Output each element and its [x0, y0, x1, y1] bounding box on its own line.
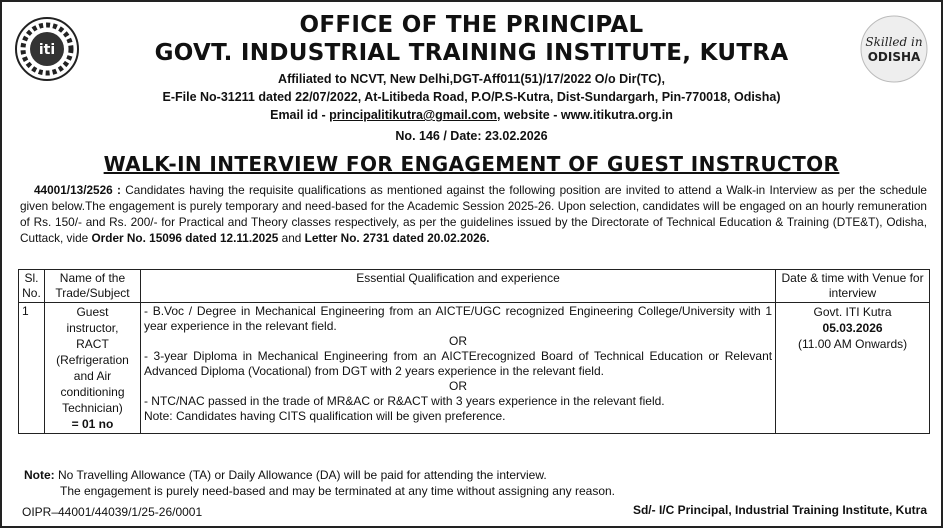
- table-header-row: [19, 270, 930, 303]
- qualification-option-3: - NTC/NAC passed in the trade of MR&AC or R&ACT with 3 years experience in the relevant field.: [143, 394, 665, 408]
- note-line-1: [24, 467, 547, 483]
- note-line-2: The engagement is purely need-based and may be terminated at any time without assigning any reason.: [60, 484, 615, 498]
- office-title: OFFICE OF THE PRINCIPAL: [299, 12, 644, 38]
- row-qualification: [140, 303, 775, 434]
- header-sl: Sl. No.: [19, 270, 45, 303]
- reference-number: No. 146 / Date: 23.02.2026: [395, 129, 548, 143]
- trade-line: instructor,: [66, 321, 119, 335]
- website-text: , website - www.itikutra.org.in: [496, 108, 673, 122]
- qualification-note: Note: Candidates having CITS qualification will be given preference.: [143, 409, 506, 423]
- vacancy-table: [18, 269, 930, 434]
- order-reference: Order No. 15096 dated 12.11.2025: [91, 231, 279, 245]
- intro-code: 44001/13/2526 :: [34, 183, 121, 197]
- notice-heading: WALK-IN INTERVIEW FOR ENGAGEMENT OF GUEST INSTRUCTOR: [103, 152, 840, 176]
- note-text-1: No Travelling Allowance (TA) or Daily Allowance (DA) will be paid for attending the interview.: [54, 468, 547, 482]
- table-row: [19, 303, 930, 434]
- svg-text:Skilled in: Skilled in: [865, 35, 923, 49]
- trade-line: (Refrigeration: [56, 353, 129, 367]
- intro-paragraph: [20, 182, 927, 246]
- qualification-option-1: - B.Voc / Degree in Mechanical Engineering from an AICTE/UGC recognized Engineering College/University with 1 year experience in the relevant field.: [143, 304, 773, 333]
- oipr-reference: OIPR–44001/44039/1/25-26/0001: [22, 505, 203, 519]
- interview-time: (11.00 AM Onwards): [797, 337, 908, 351]
- intro-text-1: Candidates having the requisite qualifications as mentioned against the following position are invited to attend a Walk-in Interview as per the schedule given below.The engagement is purely temporary and need-based for the Academic Session 2025-26. Upon selection, candidates will be engaged on an hourly remuneration of Rs. 150/- and Rs. 200/- for Practical and Theory classes respectively, as per the guidelines issued by the Directorate of Technical Education & Training (DTE&T), Odisha, Cuttack, vide: [20, 183, 927, 245]
- trade-line: Technician): [62, 401, 123, 415]
- row-venue: [776, 303, 930, 434]
- trade-line: RACT: [76, 337, 109, 351]
- header-venue: Date & time with Venue for interview: [776, 270, 930, 303]
- affiliation-line: Affiliated to NCVT, New Delhi,DGT-Aff011(51)/17/2022 O/o Dir(TC),: [278, 72, 665, 86]
- header-qualification: Essential Qualification and experience: [140, 270, 775, 303]
- svg-text:ODISHA: ODISHA: [867, 50, 921, 64]
- trade-line: Guest: [76, 305, 109, 319]
- row-sl: 1: [19, 303, 45, 434]
- email-label: Email id -: [270, 108, 330, 122]
- signature-line: Sd/- I/C Principal, Industrial Training Institute, Kutra: [632, 503, 927, 517]
- contact-line: [2, 108, 941, 122]
- or-separator: OR: [449, 334, 468, 348]
- interview-date: 05.03.2026: [822, 321, 883, 335]
- institute-title: GOVT. INDUSTRIAL TRAINING INSTITUTE, KUTRA: [154, 40, 789, 66]
- trade-line: and Air: [73, 369, 112, 383]
- post-count: = 01 no: [71, 417, 114, 431]
- row-trade: [44, 303, 140, 434]
- note-label: Note:: [24, 468, 55, 482]
- header-trade: Name of the Trade/Subject: [44, 270, 140, 303]
- qualification-option-2: - 3-year Diploma in Mechanical Engineering from an AICTErecognized Board of Technical Education or Relevant Advanced Diploma (Vocational) from DGT with 2 years experience in the relevant field.: [143, 349, 773, 378]
- venue-name: Govt. ITI Kutra: [813, 305, 892, 319]
- or-separator: OR: [449, 379, 468, 393]
- letter-reference: Letter No. 2731 dated 20.02.2026.: [304, 231, 490, 245]
- intro-text-2: and: [278, 231, 305, 245]
- svg-text:iti: iti: [38, 42, 56, 58]
- efile-line: E-File No-31211 dated 22/07/2022, At-Litibeda Road, P.O/P.S-Kutra, Dist-Sundargarh, Pin-770018, Odisha): [162, 90, 781, 104]
- email-link[interactable]: principalitikutra@gmail.com: [329, 108, 497, 122]
- trade-line: conditioning: [60, 385, 125, 399]
